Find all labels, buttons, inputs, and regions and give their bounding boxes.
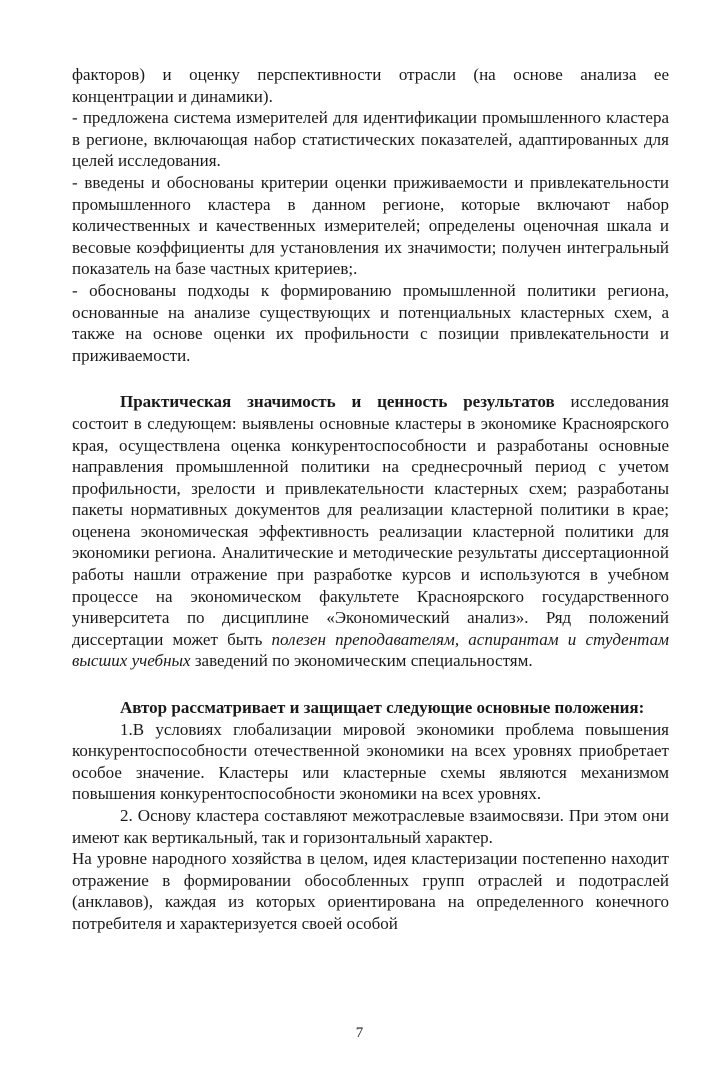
positions-heading: Автор рассматривает и защищает следующие основные положения: — [120, 698, 645, 718]
paragraph-factors: факторов) и оценку перспективности отрасли (на основе анализа ее концентрации и динамики). — [72, 65, 669, 106]
position-item-2-continuation: На уровне народного хозяйства в целом, идея кластеризации постепенно находит отражение в формировании обособленных групп отраслей и подотраслей (анклавов), каждая из которых ориентирована на определенного конечного потребителя и характеризуется своей особой — [72, 849, 669, 933]
paragraph-measurement-system: - предложена система измерителей для идентификации промышленного кластера в регионе, включающая набор статистических показателей, адаптированных для целей исследования. — [72, 108, 669, 171]
practical-text-a: исследования состоит в следующем: выявлены основные кластеры в экономике Красноярского края, осуществлена оценка конкурентоспособности и разработаны основные направления промышленной политики на среднесрочный период с учетом профильности, зрелости и привлекательности кластерных схем; разработаны пакеты нормативных документов для реализации кластерной политики в крае; оценена экономическая эффективность реализации кластерной политики для экономики региона. Аналитические и методические результаты диссертационной работы нашли отражение при разработке курсов и используются в учебном процессе на экономическом факультете Красноярского государственного университета по дисциплине «Экономический анализ». Ряд положений диссертации может быть — [72, 392, 669, 649]
paragraph-industrial-policy: - обоснованы подходы к формированию промышленной политики региона, основанные на анализе существующих и потенциальных кластерных схем, а также на основе оценки их профильности с позиции привлекательности и приживаемости. — [72, 280, 669, 365]
practical-text-italic: полезен преподавателям, аспирантам и студентам высших учебных — [72, 629, 669, 671]
practical-text-b: заведений по экономическим специальностям. — [190, 651, 533, 671]
paragraph-practical-significance — [72, 391, 669, 672]
paragraph-criteria: - введены и обоснованы критерии оценки приживаемости и привлекательности промышленного кластера в данном регионе, которые включают набор количественных и качественных измерителей; определены оценочная шкала и весовые коэффициенты для установления их значимости; получен интегральный показатель на базе частных критериев;. — [72, 172, 669, 279]
position-item-1: 1.В условиях глобализации мировой экономики проблема повышения конкурентоспособности отечественной экономики на всех уровнях приобретает особое значение. Кластеры или кластерные схемы являются механизмом повышения конкурентоспособности экономики на всех уровнях. — [72, 719, 669, 804]
position-item-2: 2. Основу кластера составляют межотраслевые взаимосвязи. При этом они имеют как вертикальный, так и горизонтальный характер. — [72, 806, 669, 847]
page-number: 7 — [355, 1025, 364, 1041]
practical-heading: Практическая значимость и ценность результатов — [120, 392, 555, 412]
